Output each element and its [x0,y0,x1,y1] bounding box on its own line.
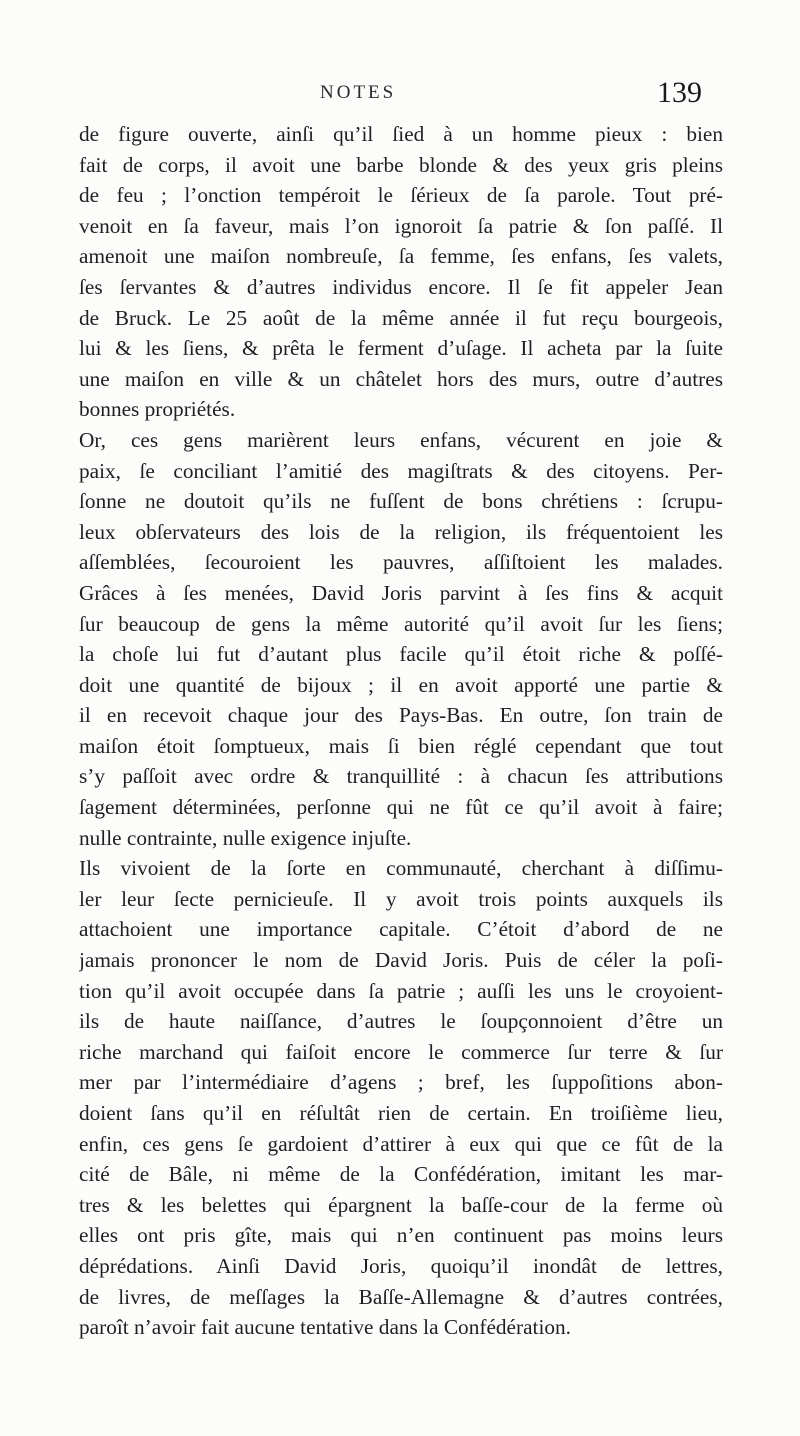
running-title: NOTES [320,82,397,103]
text-line: cité de Bâle, ni même de la Confédération, imitant les mar- [79,1162,723,1187]
text-line: il en recevoit chaque jour des Pays-Bas. En outre, ſon train de [79,703,723,728]
text-line: ils de haute naiſſance, d’autres le ſoupçonnoient d’être un [79,1009,723,1034]
text-line: Ils vivoient de la ſorte en communauté, cherchant à diſſimu- [79,856,723,881]
text-line: riche marchand qui faiſoit encore le commerce ſur terre & ſur [79,1039,723,1064]
text-line: de livres, de meſſages la Baſſe-Allemagne & d’autres contrées, [79,1284,723,1309]
text-line: de figure ouverte, ainſi qu’il ſied à un homme pieux : bien [79,122,723,146]
page-number: 139 [657,76,702,109]
text-line: de feu ; l’onction tempéroit le ſérieux de ſa parole. Tout pré- [79,183,723,208]
text-line: tres & les belettes qui épargnent la baſſe-cour de la ferme où [79,1192,723,1217]
text-line: maiſon étoit ſomptueux, mais ſi bien réglé cependant que tout [79,733,723,758]
running-head [0,76,800,116]
text-line: tion qu’il avoit occupée dans ſa patrie ; auſſi les uns le croyoient- [79,978,723,1003]
text-line: leux obſervateurs des lois de la religion, ils fréquentoient les [79,519,723,544]
text-line: ler leur ſecte pernicieuſe. Il y avoit trois points auxquels ils [79,886,723,911]
text-line: Grâces à ſes menées, David Joris parvint à ſes fins & acquit [79,580,723,605]
text-line: lui & les ſiens, & prêta le ferment d’uſage. Il acheta par la ſuite [79,336,723,361]
text-line: venoit en ſa faveur, mais l’on ignoroit ſa patrie & ſon paſſé. Il [79,213,723,238]
text-line: paroît n’avoir fait aucune tentative dans la Confédération. [79,1315,572,1340]
text-line: ſur beaucoup de gens la même autorité qu’il avoit ſur les ſiens; [79,611,723,636]
text-line: déprédations. Ainſi David Joris, quoiqu’il inondât de lettres, [79,1253,723,1278]
text-line: une maiſon en ville & un châtelet hors des murs, outre d’autres [79,366,723,391]
text-line: mer par l’intermédiaire d’agens ; bref, les ſuppoſitions abon- [79,1070,723,1095]
text-line: amenoit une maiſon nombreuſe, ſa femme, ſes enfans, ſes valets, [79,244,723,269]
text-line: aſſemblées, ſecouroient les pauvres, aſſiſtoient les malades. [79,550,723,575]
text-line: bonnes propriétés. [79,397,236,422]
text-line: nulle contrainte, nulle exigence injuſte. [79,825,412,850]
text-line: ſonne ne doutoit qu’ils ne fuſſent de bons chrétiens : ſcrupu- [79,489,723,514]
text-line: la choſe lui fut d’autant plus facile qu’il étoit riche & poſſé- [79,642,723,667]
text-line: jamais prononcer le nom de David Joris. Puis de céler la poſi- [79,948,723,973]
text-line: ſes ſervantes & d’autres individus encore. Il ſe fit appeler Jean [79,274,723,299]
text-line: ſagement déterminées, perſonne qui ne fût ce qu’il avoit à faire; [79,795,723,820]
text-line: Or, ces gens marièrent leurs enfans, vécurent en joie & [79,427,723,452]
text-line: de Bruck. Le 25 août de la même année il fut reçu bourgeois, [79,305,723,330]
text-line: attachoient une importance capitale. C’étoit d’abord de ne [79,917,723,942]
text-line: elles ont pris gîte, mais qui n’en continuent pas moins leurs [79,1223,723,1248]
text-line: paix, ſe conciliant l’amitié des magiſtrats & des citoyens. Per- [79,458,723,483]
text-line: doient ſans qu’il en réſultât rien de certain. En troiſième lieu, [79,1101,723,1125]
text-line: doit une quantité de bijoux ; il en avoit apporté une partie & [79,672,723,697]
text-line: fait de corps, il avoit une barbe blonde & des yeux gris pleins [79,152,723,177]
text-line: enfin, ces gens ſe gardoient d’attirer à eux qui que ce fût de la [79,1131,723,1156]
text-line: s’y paſſoit avec ordre & tranquillité : à chacun ſes attributions [79,764,723,789]
body-text [79,119,723,1343]
